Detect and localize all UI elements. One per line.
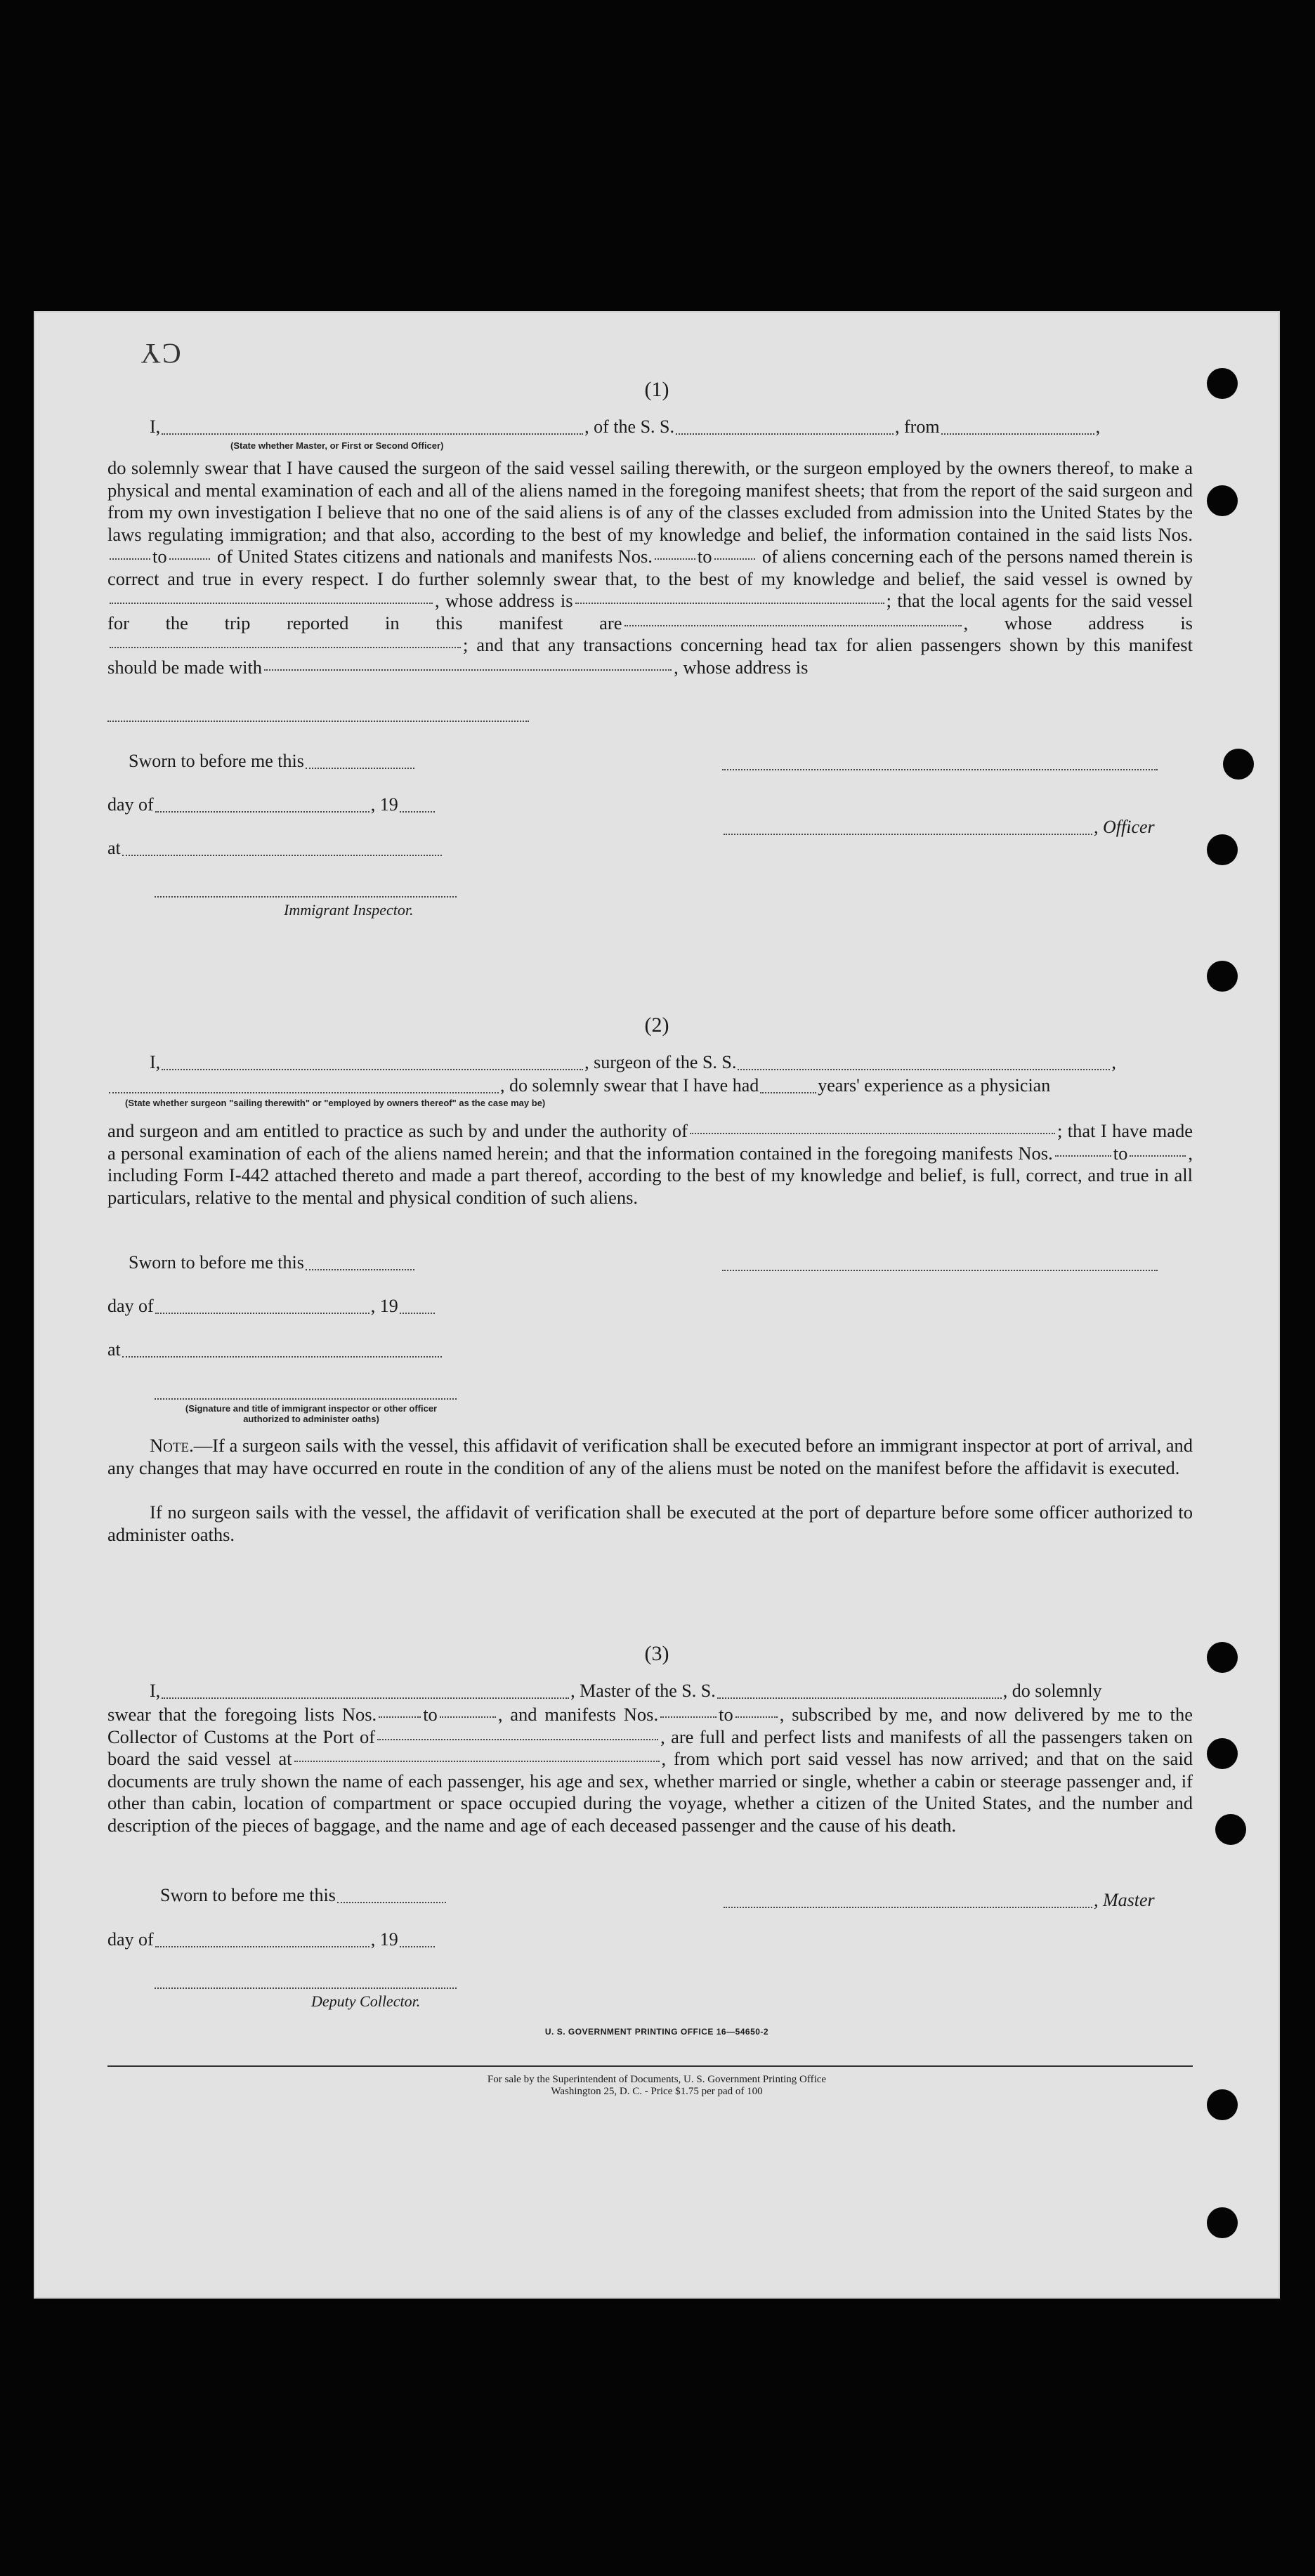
port-of-embarkation-field[interactable] — [294, 1751, 660, 1762]
officer-signature-field[interactable] — [724, 821, 1092, 835]
years-experience-field[interactable] — [760, 1079, 816, 1093]
authority-field[interactable] — [690, 1123, 1055, 1134]
section-number-1: (1) — [644, 378, 669, 401]
surgeon-status-field[interactable] — [109, 1079, 499, 1093]
master-manifest-to-field[interactable] — [735, 1707, 778, 1718]
sale-line-1: For sale by the Superintendent of Documents, U. S. Government Printing Office — [487, 2074, 827, 2085]
sworn-month-field[interactable] — [155, 799, 369, 813]
note-label: Note. — [150, 1435, 194, 1456]
surgeon-manifest-to-field[interactable] — [1130, 1145, 1186, 1157]
manifest-no-to-field[interactable] — [714, 548, 755, 560]
lists-no-to-field[interactable] — [169, 548, 210, 560]
surgeon-signature-line[interactable] — [722, 1270, 1158, 1271]
sworn-day-field[interactable] — [306, 755, 414, 769]
section1-oath-text: do solemnly swear that I have caused the surgeon of the said vessel sailing therewith, or the surgeon employed by the owners thereof, to make a physical and mental examination of each and all of the aliens named in the foregoing manifest sheets; that from the report of the said surgeon and from my own investigation I believe that no one of the said aliens is of any of the classes excluded from admission into the United States by the laws regulating immigration; and that also, according to the best of my knowledge and belief, the information contained in the said lists Nos.to of United States citizens and nationals and manifests Nos. to of aliens concerning each of the persons named therein is correct and true in every respect. I do further solemnly swear that, to the best of my knowledge and belief, the said vessel is owned by, whose address is ; that the local agents for the said vessel for the trip reported in this manifest are , whose address is; and that any transactions concerning head tax for alien passengers shown by this manifest should be made with , whose address is — [107, 457, 1193, 678]
binder-hole — [1207, 961, 1238, 992]
section-number-2: (2) — [644, 1013, 669, 1037]
section1-at-row: at — [107, 838, 443, 859]
surgeon-sworn-month-field[interactable] — [155, 1300, 369, 1314]
footer-rule — [107, 2065, 1193, 2067]
local-agents-field[interactable] — [624, 615, 962, 626]
section2-line2: , do solemnly swear that I have had years' experience as a physician — [107, 1075, 1193, 1096]
section2-at-row: at — [107, 1339, 443, 1360]
section3-oath-text: swear that the foregoing lists Nos. to , and manifests Nos. to , subscribed by me, and now delivered by me to the Collector of Customs at the Port of , are full and perfect lists and manifests of all the passengers taken on board the said vessel at , from which port said vessel has now arrived; and that on the said documents are truly shown the name of each passenger, his age and sex, whether married or single, whether a cabin or steerage passenger and, if other than cabin, location of compartment or space occupied during the voyage, whether a citizen of the United States, and the number and description of the pieces of baggage, and the name and age of each deceased passenger and the cause of his death. — [107, 1704, 1193, 1836]
binder-hole — [1207, 485, 1238, 516]
sworn-year-field[interactable] — [400, 799, 435, 813]
officer-name-field[interactable] — [162, 421, 583, 435]
deputy-collector-signature-line[interactable] — [155, 1987, 457, 1989]
section2-inspector-signature-line[interactable] — [155, 1398, 457, 1400]
master-sworn-year-field[interactable] — [400, 1933, 435, 1947]
owner-address-field[interactable] — [575, 593, 884, 604]
lists-no-from-field[interactable] — [110, 548, 150, 560]
binder-hole — [1215, 1814, 1246, 1845]
section2-oath-text: and surgeon and am entitled to practice as such by and under the authority of ; that I have made a personal examination of each of the aliens named herein; and that the information contained in the foregoing manifests Nos. to , including Form I-442 attached thereto and made a part thereof, according to the best of my knowledge and belief, is full, correct, and true in all particulars, relative to the mental and physical condition of such aliens. — [107, 1120, 1193, 1208]
vessel-name-field[interactable] — [676, 421, 894, 435]
master-lists-to-field[interactable] — [440, 1707, 496, 1718]
surgeon-name-field[interactable] — [162, 1056, 583, 1070]
head-tax-contact-field[interactable] — [264, 659, 672, 671]
master-sworn-month-field[interactable] — [155, 1933, 369, 1947]
section2-signature-caption: (Signature and title of immigrant inspector or other officer authorized to administer oaths) — [185, 1403, 438, 1424]
section2-note: Note.—If a surgeon sails with the vessel, this affidavit of verification shall be executed before an immigrant inspector at port of arrival, and any changes that may have occurred en route in the condition of any of the aliens must be noted on the manifest before the affidavit is executed. — [107, 1435, 1193, 1478]
master-manifest-from-field[interactable] — [660, 1707, 717, 1718]
section2-date-row: day of , 19 — [107, 1296, 436, 1317]
manifest-no-from-field[interactable] — [655, 548, 695, 560]
binder-hole — [1223, 749, 1254, 780]
sworn-place-field[interactable] — [122, 842, 442, 856]
surgeon-vessel-field[interactable] — [738, 1056, 1110, 1070]
binder-hole — [1207, 834, 1238, 865]
port-of-delivery-field[interactable] — [377, 1729, 658, 1740]
inspector-signature-line[interactable] — [155, 896, 457, 898]
section3-line1: I, , Master of the S. S. , do solemnly — [150, 1681, 1102, 1701]
inspector-caption: Immigrant Inspector. — [284, 901, 414, 919]
surgeon-manifest-from-field[interactable] — [1055, 1145, 1111, 1157]
agents-address-field[interactable] — [110, 637, 461, 648]
section3-master-row: , Master — [722, 1890, 1155, 1911]
master-name-field[interactable] — [162, 1685, 569, 1699]
section3-date-row: day of , 19 — [107, 1929, 436, 1950]
section-number-3: (3) — [644, 1642, 669, 1665]
section1-date-row: day of , 19 — [107, 794, 436, 815]
surgeon-status-note: (State whether surgeon "sailing therewith" or "employed by owners thereof" as the case may be) — [125, 1098, 546, 1108]
sale-line-2: Washington 25, D. C. - Price $1.75 per pad of 100 — [551, 2086, 763, 2097]
master-lists-from-field[interactable] — [379, 1707, 421, 1718]
surgeon-sworn-year-field[interactable] — [400, 1300, 435, 1314]
address-continuation-field[interactable] — [107, 721, 529, 722]
section3-sworn-row: Sworn to before me this — [160, 1885, 447, 1906]
surgeon-sworn-place-field[interactable] — [122, 1343, 442, 1358]
surgeon-sworn-day-field[interactable] — [306, 1256, 414, 1270]
master-vessel-field[interactable] — [717, 1685, 1002, 1699]
section1-sworn-row: Sworn to before me this — [129, 751, 416, 772]
binder-hole — [1207, 2207, 1238, 2238]
from-port-field[interactable] — [941, 421, 1094, 435]
section1-signature-line[interactable] — [722, 769, 1158, 770]
section2-note-2: If no surgeon sails with the vessel, the affidavit of verification shall be executed at the port of departure before some officer authorized to administer oaths. — [107, 1501, 1193, 1545]
gpo-imprint: U. S. GOVERNMENT PRINTING OFFICE 16—54650-2 — [544, 2027, 769, 2037]
master-sworn-day-field[interactable] — [337, 1889, 446, 1903]
corner-mark: CY — [139, 338, 181, 369]
section2-line1: I, , surgeon of the S. S. , — [150, 1052, 1116, 1072]
officer-rank-note: (State whether Master, or First or Second Officer) — [230, 440, 444, 451]
master-signature-field[interactable] — [724, 1894, 1092, 1908]
section2-sworn-row: Sworn to before me this — [129, 1252, 416, 1273]
section1-line1: I, , of the S. S. , from , — [150, 416, 1101, 437]
binder-hole — [1207, 1738, 1238, 1769]
manifest-affidavit-page — [34, 311, 1280, 2299]
deputy-collector-caption: Deputy Collector. — [311, 1992, 421, 2010]
owner-field[interactable] — [110, 593, 433, 604]
section1-officer-row: , Officer — [722, 817, 1155, 838]
